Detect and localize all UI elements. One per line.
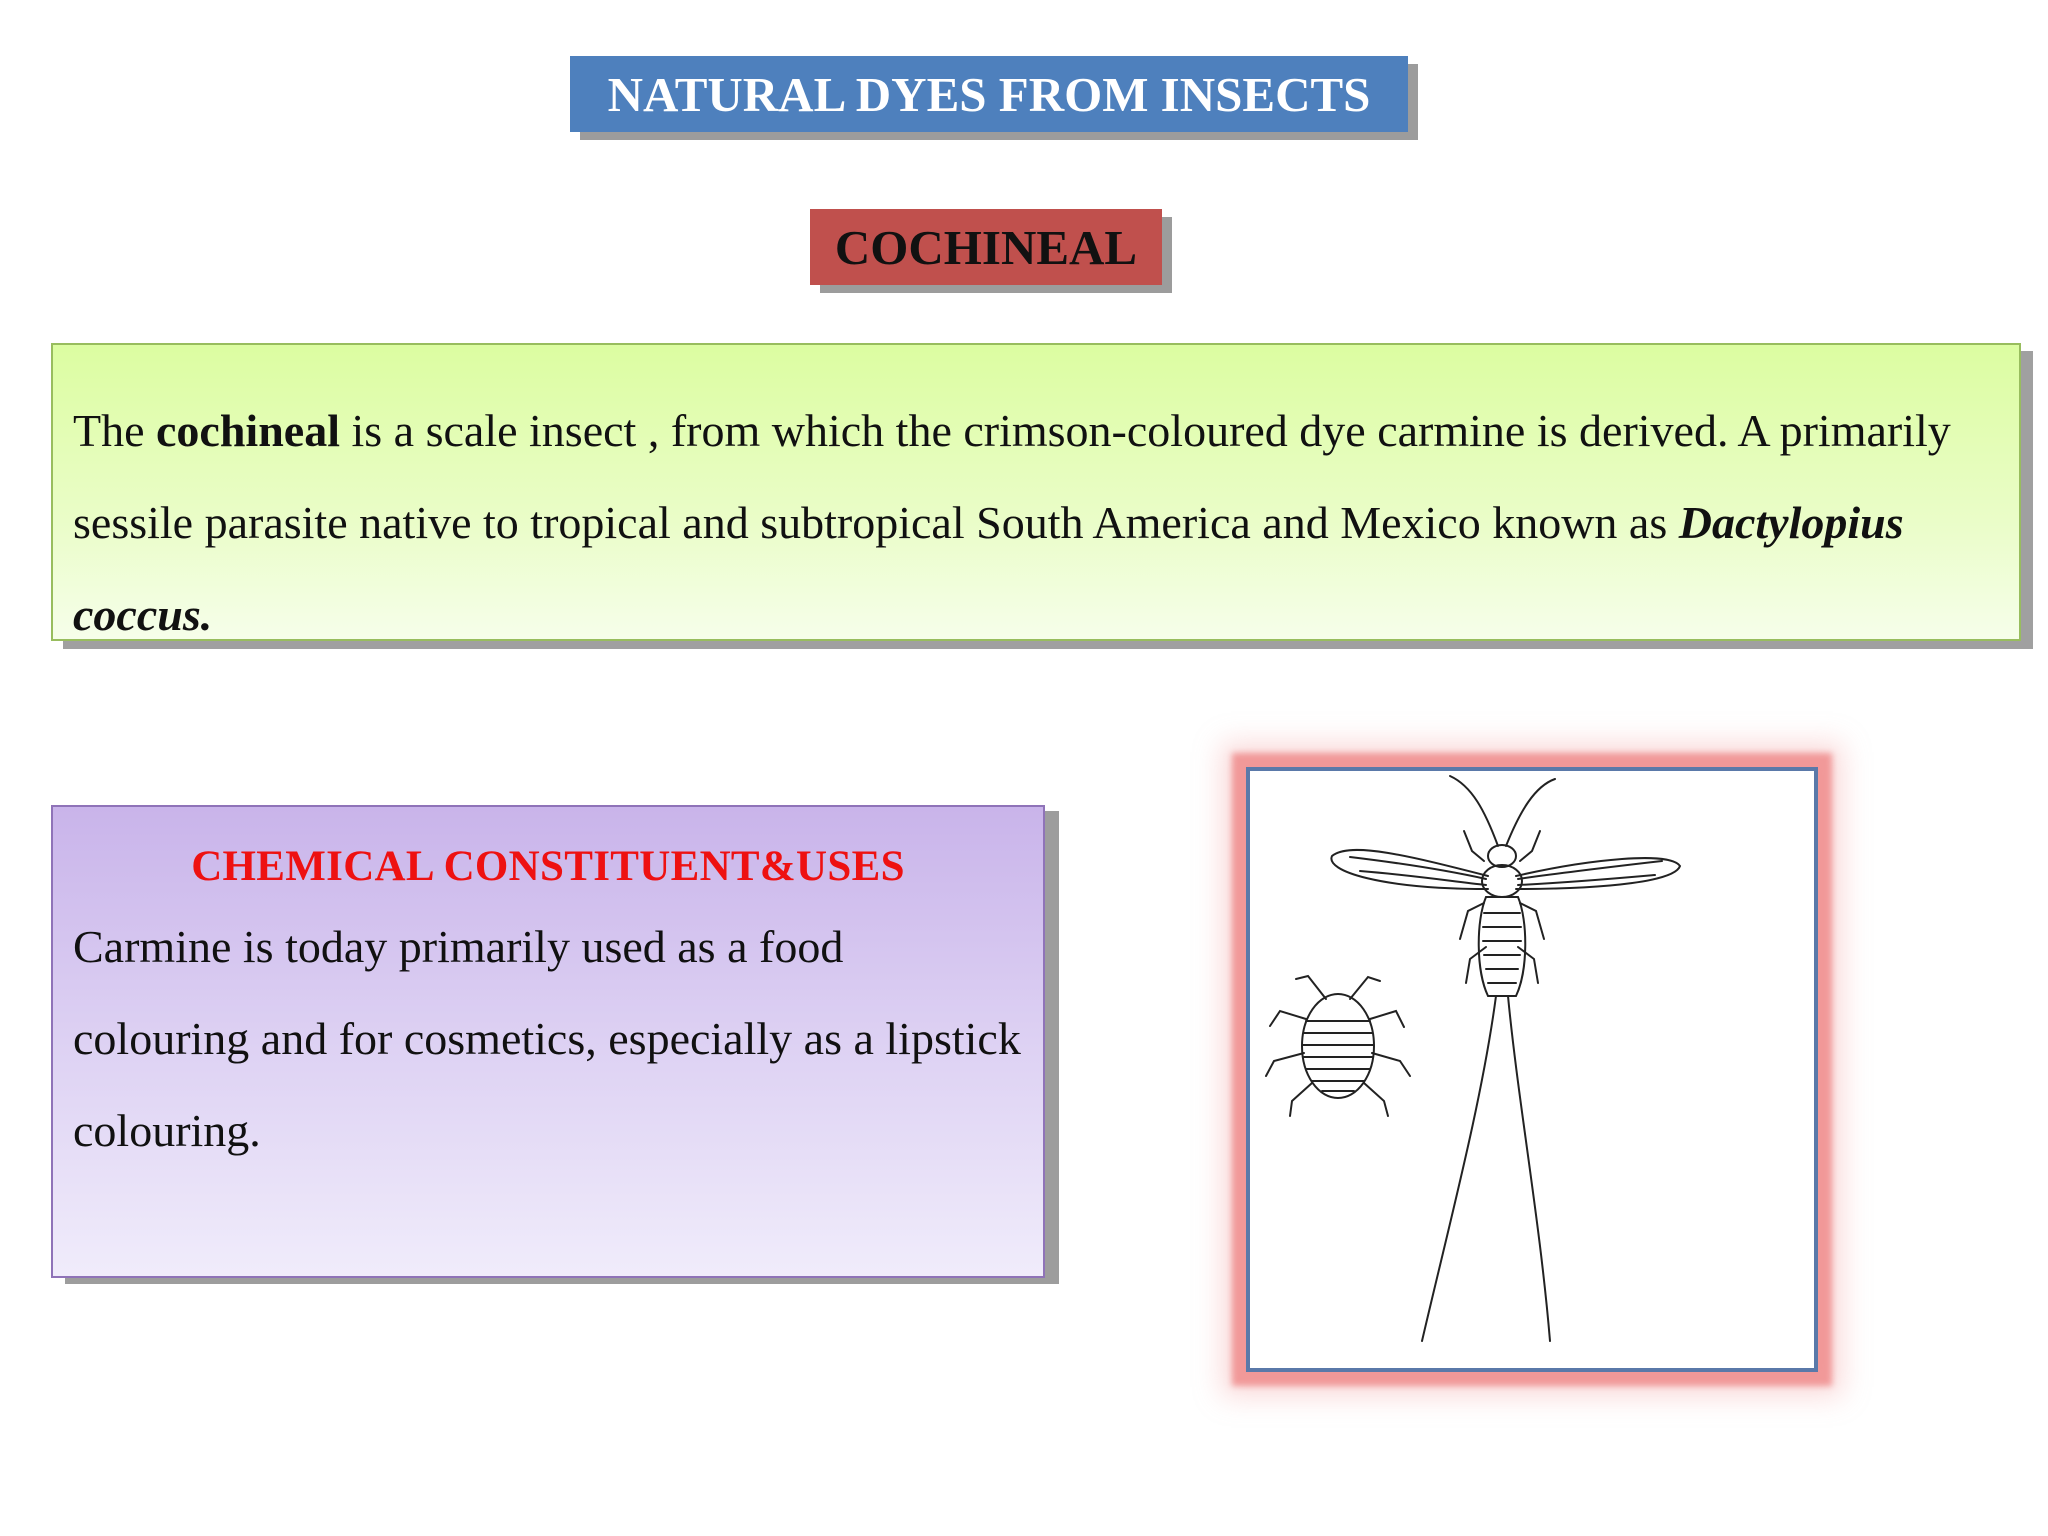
chemical-heading: CHEMICAL CONSTITUENT&USES	[191, 843, 905, 890]
intro-bold-term: cochineal	[156, 405, 340, 456]
chemical-text: Carmine is today primarily used as a food colouring and for cosmetics, especially as a lipstick colouring.	[73, 921, 1021, 1156]
cochineal-image-frame	[1246, 767, 1818, 1372]
intro-paragraph	[73, 385, 1999, 661]
page-subtitle: COCHINEAL	[834, 219, 1138, 275]
subtitle-banner	[810, 209, 1162, 285]
winged-male-insect	[1331, 776, 1680, 1341]
female-insect	[1266, 976, 1410, 1116]
intro-text-body: is a scale insect , from which the crimson-coloured dye carmine is derived. A primarily sessile parasite native to tropical and subtropical South America and Mexico known as	[73, 405, 1951, 548]
cochineal-illustration	[1250, 771, 1814, 1368]
intro-text-start: The	[73, 405, 157, 456]
page-title: NATURAL DYES FROM INSECTS	[607, 66, 1371, 122]
title-banner	[570, 56, 1408, 132]
intro-box	[51, 343, 2021, 641]
species-name: Dactylopius coccus.	[73, 497, 1904, 640]
chemical-box	[51, 805, 1045, 1278]
